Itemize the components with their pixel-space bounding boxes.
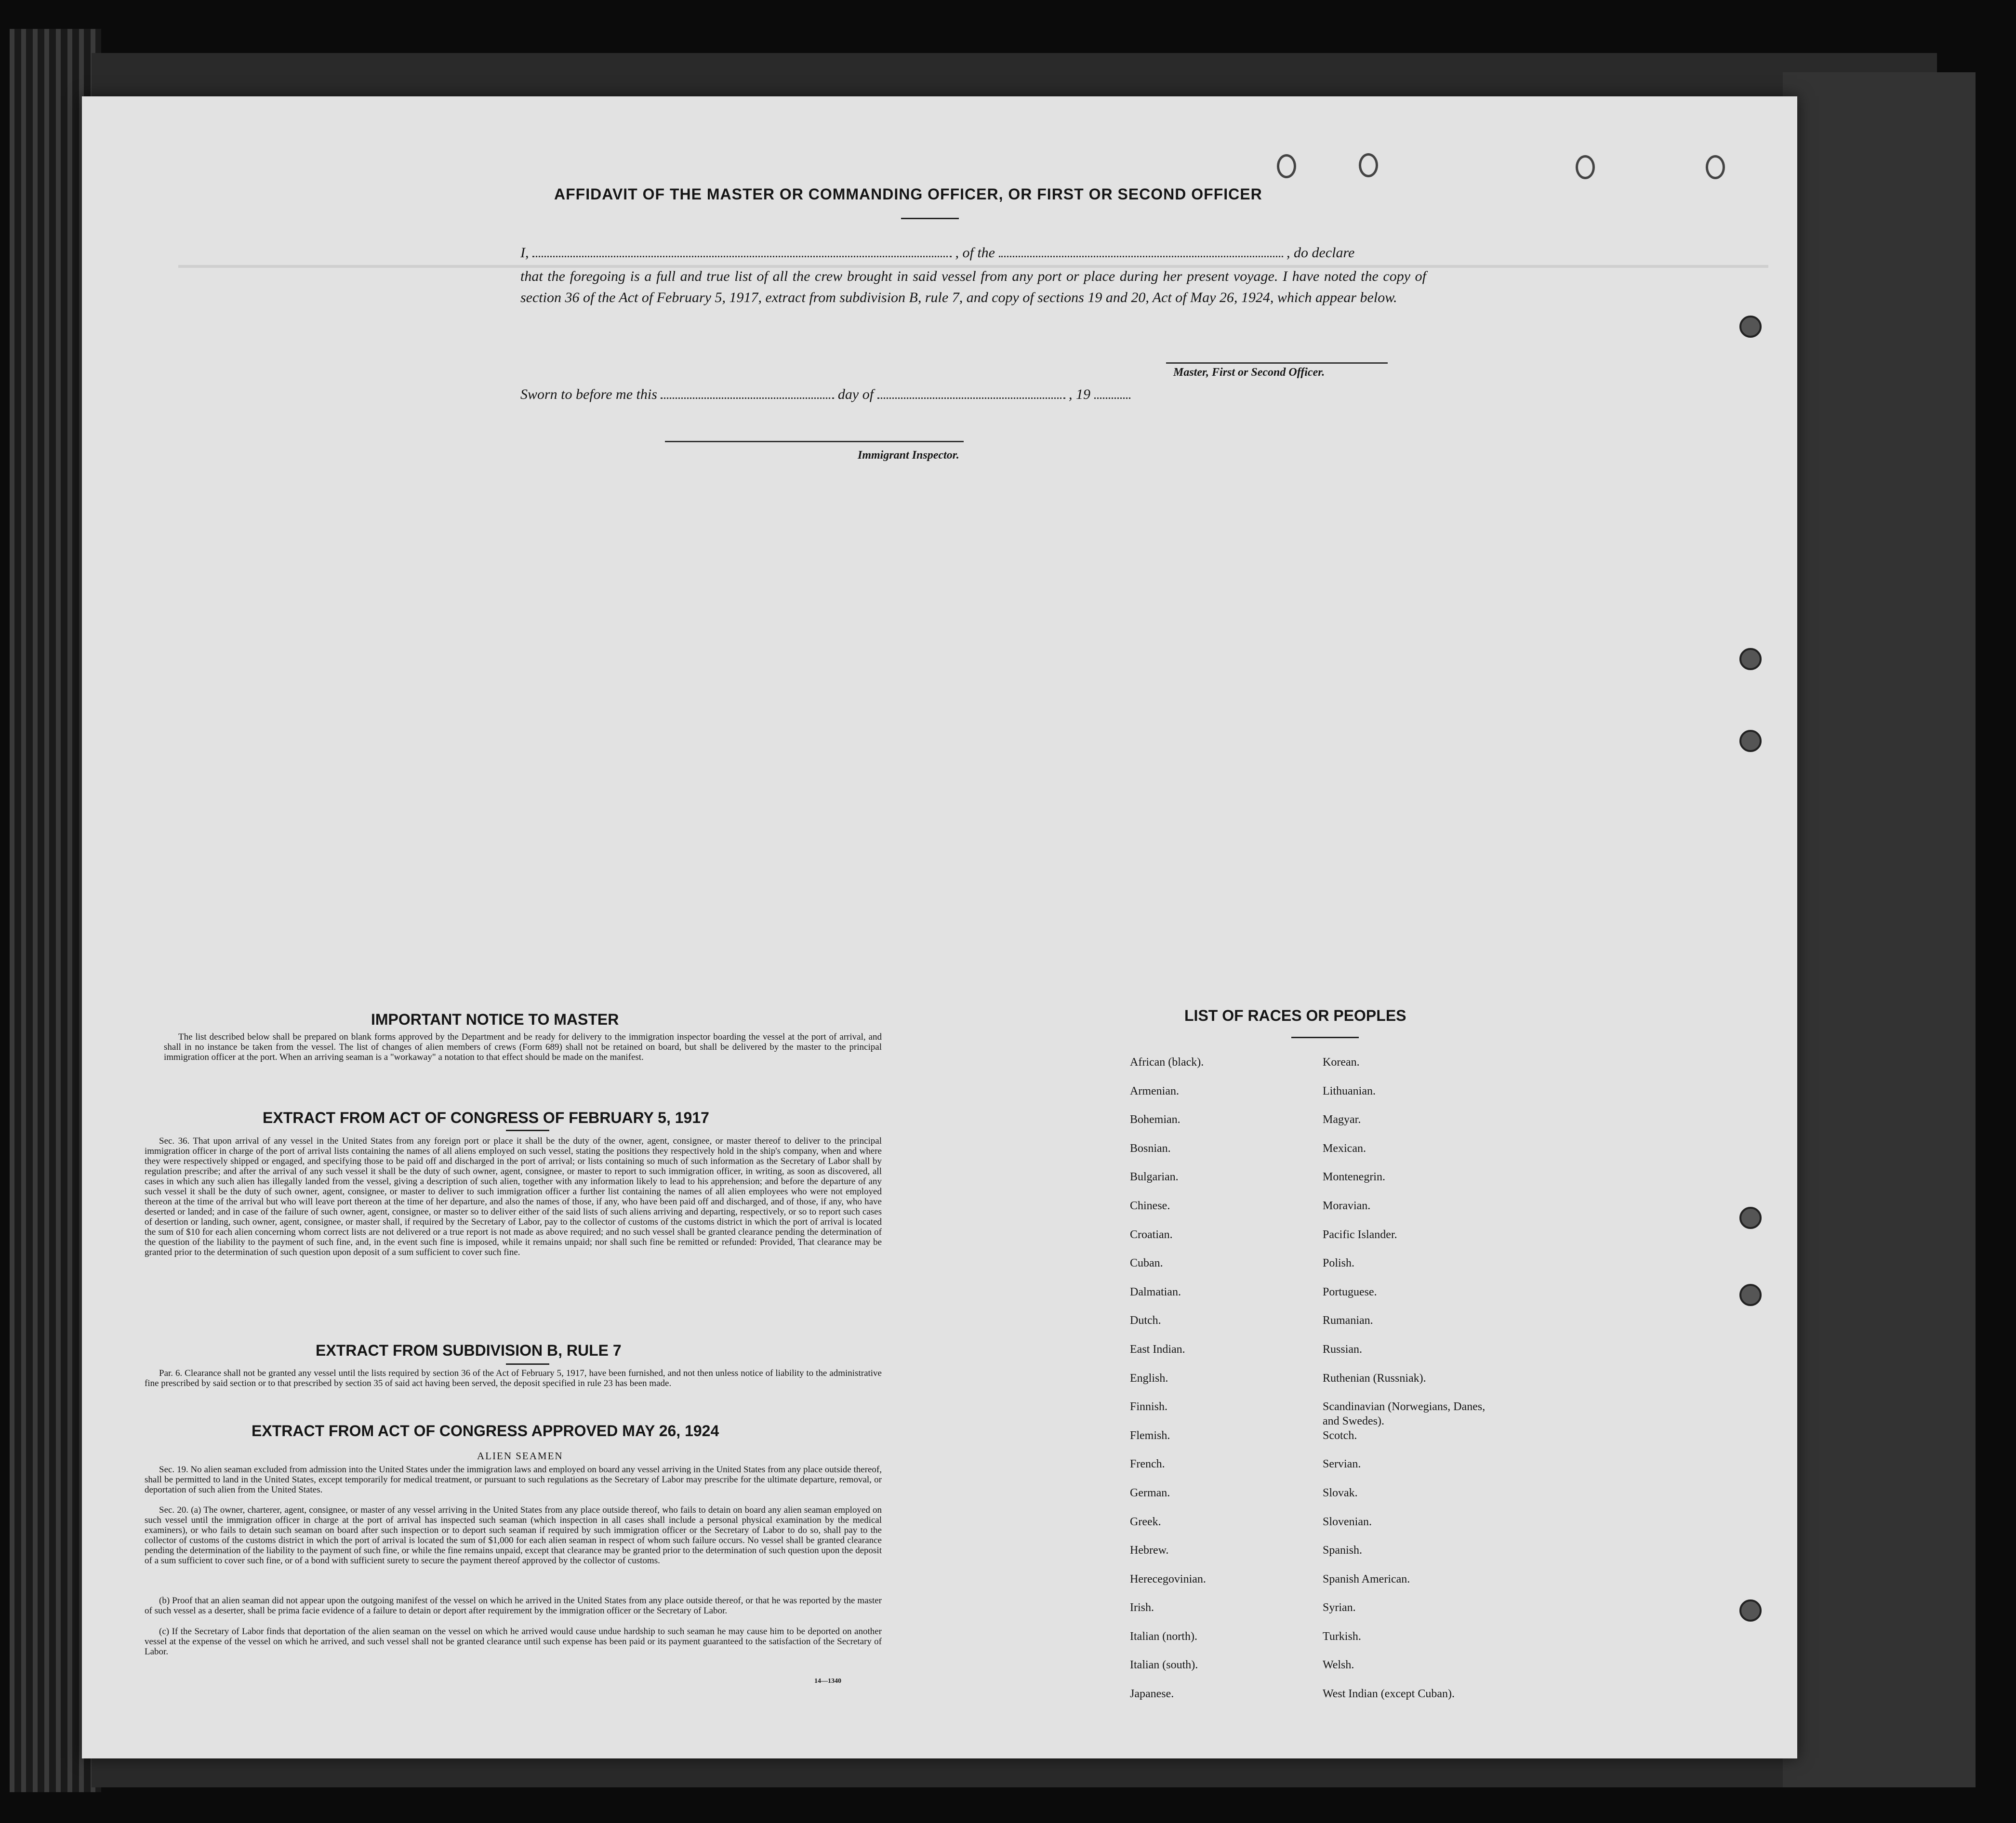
race-item: Spanish. xyxy=(1323,1544,1363,1557)
race-item: English. xyxy=(1130,1372,1168,1385)
affidavit-title: AFFIDAVIT OF THE MASTER OR COMMANDING OFFICER, OR FIRST OR SECOND OFFICER xyxy=(554,185,1262,203)
notice-title: IMPORTANT NOTICE TO MASTER xyxy=(371,1011,619,1028)
sec19-text: Sec. 19. No alien seaman excluded from admission into the United States under the immigration laws and employed on board any vessel arriving in the United States from any place outside thereof, shall be permitted to land in the United States, except temporarily for medical treatment, or pursuant to such regulations as the Secretary of Labor may prescribe for the ultimate departure, removal, or deportation of such alien from the United States. xyxy=(145,1465,882,1495)
race-item: Dalmatian. xyxy=(1130,1285,1181,1298)
race-item: Russian. xyxy=(1323,1343,1363,1356)
races-right-column xyxy=(1323,1055,1496,1716)
races-title: LIST OF RACES OR PEOPLES xyxy=(1184,1007,1406,1024)
race-item: Spanish American. xyxy=(1323,1572,1410,1585)
section-rule xyxy=(506,1363,549,1365)
race-item: Turkish. xyxy=(1323,1630,1361,1643)
race-item: West Indian (except Cuban). xyxy=(1323,1688,1455,1701)
race-item: Bulgarian. xyxy=(1130,1171,1179,1184)
punch-hole-top xyxy=(1277,154,1296,178)
extract-1917-text: Sec. 36. That upon arrival of any vessel in the United States from any foreign port or place it shall be the duty of the owner, agent, consignee, or master thereof to deliver to the principal immigration officer in charge of the port of arrival lists containing the names of all aliens employed on such vessel, stating the positions they respectively hold in the ship's company, when and where they were respectively shipped or engaged, and specifying those to be paid off and discharged in the port of arrival; or lists containing so much of such information as the Secretary of Labor shall by regulation prescribe; and after the arrival of any such vessel it shall be the duty of such owner, agent, consignee, or master to report to such immigration officer, in writing, as soon as discovered, all cases in which any such alien has illegally landed from the vessel, giving a description of such alien, together with any information likely to lead to his apprehension; and before the departure of any such vessel it shall be the duty of such owner, agent, consignee, or master to deliver to such immigration officer a further list containing the names of all alien employees who were not employed thereon at the time of the arrival but who will leave port thereon at the time of her departure, and also the names of those, if any, who have been paid off and discharged, and of those, if any, who have deserted or landed; and in case of the failure of such owner, agent, consignee, or master so to deliver either of the said lists of such aliens arriving and departing, respectively, or so to report such cases of desertion or landing, such owner, agent, consignee, or master shall, if required by the Secretary of Labor, pay to the collector of customs of the customs district in which the port of arrival is located the sum of $10 for each alien concerning whom correct lists are not delivered or a true report is not made as above required; and no such vessel shall be granted clearance pending the determination of the question of the liability to the payment of such fine, and, in the event such fine is imposed, while it remains unpaid; nor shall such fine be remitted or refunded: Provided, That clearance may be granted prior to the determination of such question upon deposit of a sum sufficient to cover such fine. xyxy=(145,1136,882,1257)
race-item: Moravian. xyxy=(1323,1199,1371,1212)
race-item: Portuguese. xyxy=(1323,1285,1377,1298)
race-item: Chinese. xyxy=(1130,1199,1170,1212)
race-item: Scandinavian (Norwegians, Danes, and Swedes). xyxy=(1323,1400,1485,1428)
race-item: Polish. xyxy=(1323,1257,1355,1270)
race-item: Japanese. xyxy=(1130,1688,1174,1701)
inspector-caption: Immigrant Inspector. xyxy=(858,449,959,462)
sworn-line xyxy=(520,386,1130,403)
race-item: Irish. xyxy=(1130,1601,1154,1614)
race-item: Flemish. xyxy=(1130,1429,1170,1442)
race-item: German. xyxy=(1130,1486,1170,1499)
punch-hole xyxy=(1739,730,1762,752)
notice-text: The list described below shall be prepared on blank forms approved by the Department and be ready for delivery to the immigration inspector boarding the vessel at the port of arrival, and shall in no instance be taken from the vessel. The list of changes of alien members of crews (Form 689) shall not be retained on board, but shall be delivered by the master to the principal immigration officer at the port. When an arriving seaman is a "workaway" a notation to that effect should be made on the manifest. xyxy=(164,1032,882,1062)
extract-rule7-title: EXTRACT FROM SUBDIVISION B, RULE 7 xyxy=(316,1342,622,1359)
race-item: Slovak. xyxy=(1323,1486,1358,1499)
race-item: Scotch. xyxy=(1323,1429,1357,1442)
extract-1917-title: EXTRACT FROM ACT OF CONGRESS OF FEBRUARY 5, 1917 xyxy=(263,1109,709,1126)
races-left-column xyxy=(1130,1055,1206,1716)
title-underline xyxy=(901,218,959,219)
sworn-day-blank[interactable] xyxy=(661,387,834,399)
form-number: 14—1340 xyxy=(814,1678,841,1685)
race-item: Finnish. xyxy=(1130,1400,1168,1413)
race-item: French. xyxy=(1130,1458,1165,1471)
race-item: Bohemian. xyxy=(1130,1113,1180,1126)
day-of-label: day of xyxy=(837,386,874,402)
year-label: , 19 xyxy=(1069,386,1091,402)
section-rule xyxy=(506,1130,549,1131)
race-item: Mexican. xyxy=(1323,1142,1366,1155)
declaration-line xyxy=(520,245,1426,261)
adjacent-page xyxy=(1783,72,1976,1787)
race-item: Bosnian. xyxy=(1130,1142,1171,1155)
of-the-label: , of the xyxy=(955,245,995,261)
master-signature-line[interactable] xyxy=(1166,362,1388,364)
race-item: Herecegovinian. xyxy=(1130,1572,1206,1585)
race-item: Korean. xyxy=(1323,1056,1360,1069)
sec20a-text: Sec. 20. (a) The owner, charterer, agent, consignee, or master of any vessel arriving in the United States from any place outside thereof, who fails to detain on board any alien seaman employed on such vessel until the immigration officer in charge at the port of arrival has inspected such seaman (which inspection in all cases shall include a personal physical examination by the medical examiners), or who fails to detain such seaman on board after such inspection or to deport such seaman if required by such immigration officer or the Secretary of Labor to do so, shall pay to the collector of customs of the customs district in which the port of arrival is located the sum of $1,000 for each alien seaman in respect of whom such failure occurs. No vessel shall be granted clearance pending the determination of the liability to the payment of such fine, or while the fine remains unpaid, except that clearance may be granted prior to the determination of such question upon the deposit of a sum sufficient to cover such fine, or of a bond with sufficient surety to secure the payment thereof approved by the collector of customs. xyxy=(145,1505,882,1566)
name-blank[interactable] xyxy=(532,245,952,257)
do-declare-label: , do declare xyxy=(1287,245,1355,261)
punch-hole xyxy=(1739,648,1762,670)
sec20c-text: (c) If the Secretary of Labor finds that deportation of the alien seaman on the vessel on which he arrived would cause undue hardship to such seaman he may cause him to be deported on another vessel at the expense of the vessel on which he arrived, and such vessel shall not be granted clearance until such expense has been paid or its payment guaranteed to the satisfaction of the Secretary of Labor. xyxy=(145,1626,882,1657)
inspector-signature-line[interactable] xyxy=(665,441,964,442)
race-item: Magyar. xyxy=(1323,1113,1361,1126)
race-item: Dutch. xyxy=(1130,1314,1161,1327)
race-item: Rumanian. xyxy=(1323,1314,1373,1327)
race-item: Cuban. xyxy=(1130,1257,1163,1270)
race-item: Slovenian. xyxy=(1323,1515,1372,1528)
race-item: Greek. xyxy=(1130,1515,1161,1528)
race-item: Welsh. xyxy=(1323,1659,1354,1672)
punch-hole xyxy=(1739,316,1762,338)
punch-hole-top xyxy=(1576,155,1595,179)
race-item: East Indian. xyxy=(1130,1343,1185,1356)
sworn-label: Sworn to before me this xyxy=(520,386,657,402)
punch-hole xyxy=(1739,1284,1762,1306)
affidavit-text: that the foregoing is a full and true list of all the crew brought in said vessel from any port or place during her present voyage. I have noted the copy of section 36 of the Act of February 5, 1917, extract from subdivision B, rule 7, and copy of sections 19 and 20, Act of May 26, 1924, which appear below. xyxy=(520,268,1426,305)
race-item: Croatian. xyxy=(1130,1228,1173,1241)
race-item: Ruthenian (Russniak). xyxy=(1323,1372,1426,1385)
race-item: Italian (south). xyxy=(1130,1659,1198,1672)
race-item: Pacific Islander. xyxy=(1323,1228,1397,1241)
race-item: Armenian. xyxy=(1130,1084,1179,1097)
i-label: I, xyxy=(520,245,529,261)
race-item: Hebrew. xyxy=(1130,1544,1169,1557)
alien-seamen-subtitle: ALIEN SEAMEN xyxy=(477,1450,563,1462)
race-item: Montenegrin. xyxy=(1323,1171,1385,1184)
punch-hole xyxy=(1739,1599,1762,1622)
punch-hole xyxy=(1739,1207,1762,1229)
race-item: Italian (north). xyxy=(1130,1630,1197,1643)
race-item: Lithuanian. xyxy=(1323,1084,1376,1097)
race-item: African (black). xyxy=(1130,1056,1204,1069)
vessel-blank[interactable] xyxy=(999,245,1283,257)
race-item: Syrian. xyxy=(1323,1601,1356,1614)
sworn-year-blank[interactable] xyxy=(1094,387,1130,399)
punch-hole-top xyxy=(1359,153,1378,177)
sec20b-text: (b) Proof that an alien seaman did not appear upon the outgoing manifest of the vessel on which he arrived in the United States from any place outside thereof, or that he was reported by the master of such vessel as a deserter, shall be prima facie evidence of a failure to detain or deport after requirement by the immigration officer or the Secretary of Labor. xyxy=(145,1596,882,1616)
master-caption: Master, First or Second Officer. xyxy=(1173,366,1325,379)
races-title-rule xyxy=(1291,1037,1359,1038)
race-item: Servian. xyxy=(1323,1458,1361,1471)
extract-rule7-text: Par. 6. Clearance shall not be granted any vessel until the lists required by section 36 of the Act of February 5, 1917, have been furnished, and not then unless notice of liability to the administrative fine prescribed by said section or to that prescribed by section 35 of said act having been served, the deposit specified in rule 23 has been made. xyxy=(145,1368,882,1388)
sworn-month-blank[interactable] xyxy=(877,387,1065,399)
punch-hole-top xyxy=(1706,155,1725,179)
extract-1924-title: EXTRACT FROM ACT OF CONGRESS APPROVED MAY 26, 1924 xyxy=(252,1422,719,1440)
